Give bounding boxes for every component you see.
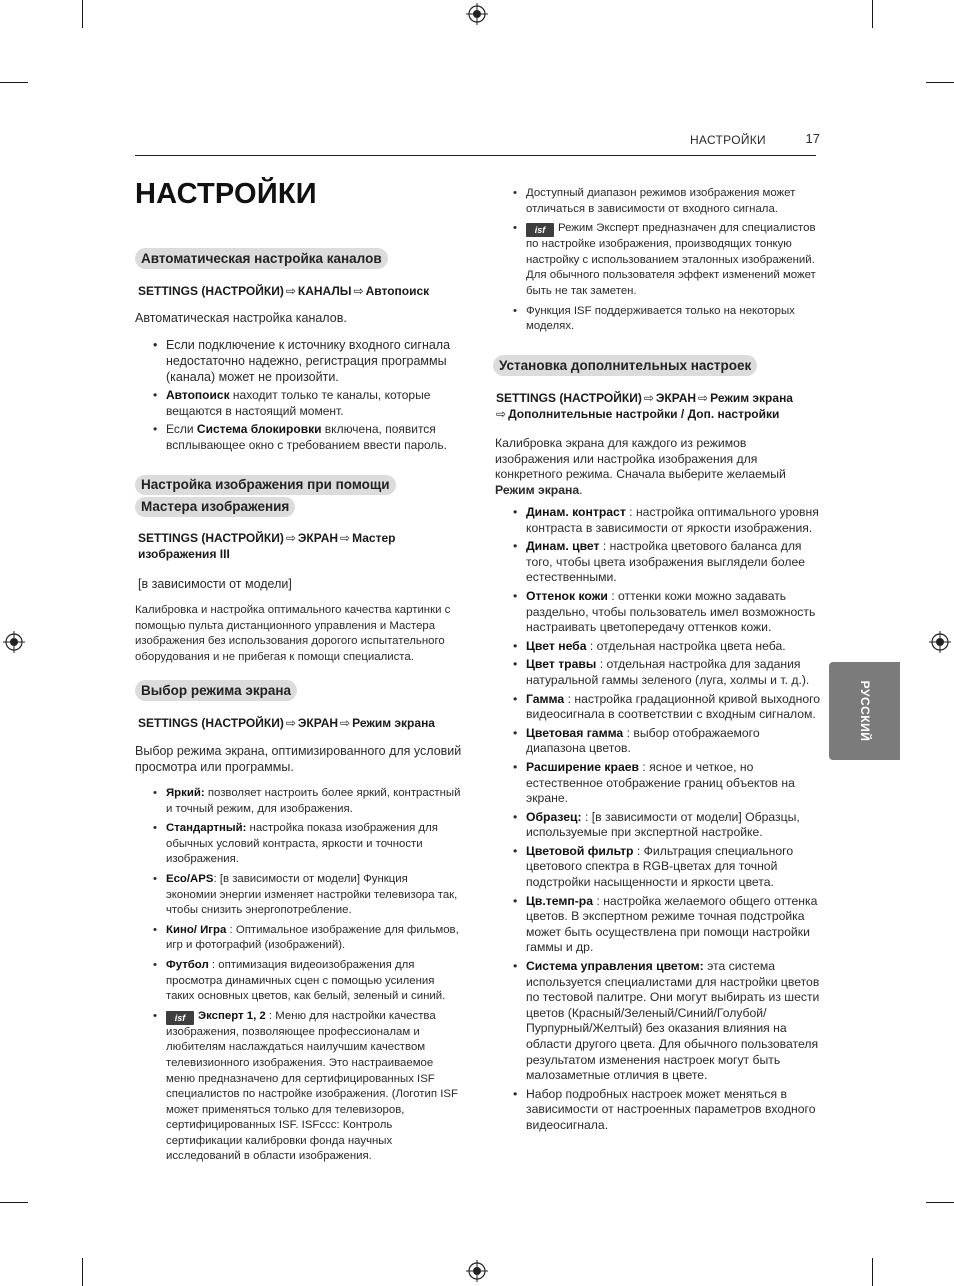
registration-mark-icon bbox=[929, 631, 951, 653]
list-item: • isf Эксперт 1, 2 : Меню для настройки качества изображения, позволяющее профессионалам и любителям наслаждаться наилучшим качеством телевизионного изображения. Это настраиваемое меню предназначено для сертифицированных ISF специалистов по настройке изображения. (Логотип ISF может применяться только для телевизоров, сертифицированных ISF. ISFccc: Контроль сертификации калибровки фонда научных исследований в области изображения. bbox=[151, 1009, 461, 1165]
section-title-picture-mode: Выбор режима экрана bbox=[135, 680, 297, 701]
section-title-picture-wizard bbox=[135, 475, 396, 519]
arrow-icon: ⇨ bbox=[643, 391, 654, 405]
bullet-list bbox=[151, 337, 451, 454]
list-item: • Цветовая гамма : выбор отображаемого диапазона цветов. bbox=[511, 726, 821, 757]
crop-mark bbox=[0, 82, 28, 83]
list-item: • Eco/APS: [в зависимости от модели] Функция экономии энергии изменяет настройки телевизора так, чтобы снизить энергопотребление. bbox=[151, 872, 461, 919]
registration-mark-icon bbox=[466, 1260, 488, 1282]
arrow-icon: ⇨ bbox=[496, 407, 507, 421]
running-head: НАСТРОЙКИ bbox=[689, 133, 766, 147]
list-item: • Набор подробных настроек может меняться в зависимости от настроенных параметров входного видеосигнала. bbox=[511, 1087, 821, 1134]
list-item: • Функция ISF поддерживается только на некоторых моделях. bbox=[511, 304, 816, 335]
list-item: • isf Режим Эксперт предназначен для специалистов по настройке изображения, производящих тонкую настройку с использованием эталонных изображений. Для обычного пользователя эффект изменений может быть не так заметен. bbox=[511, 221, 816, 299]
list-item: • Расширение краев : ясное и четкое, но естественное отображение границ объектов на экране. bbox=[511, 760, 821, 807]
arrow-icon: ⇨ bbox=[285, 716, 296, 730]
registration-mark-icon bbox=[466, 3, 488, 25]
language-label: РУССКИЙ bbox=[857, 680, 872, 742]
isf-logo-icon: isf bbox=[526, 223, 554, 237]
registration-mark-icon bbox=[3, 631, 25, 653]
bullet-list bbox=[151, 786, 461, 1169]
list-item: • Кино/ Игра : Оптимальное изображение для фильмов, игр и фотографий (изображений). bbox=[151, 923, 461, 954]
arrow-icon: ⇨ bbox=[353, 284, 364, 298]
list-item: • Доступный диапазон режимов изображения может отличаться в зависимости от входного сигнала. bbox=[511, 186, 816, 217]
section-body: Калибровка и настройка оптимального качества картинки с помощью пульта дистанционного управления и Мастера изображения без использования дорогого испытательного оборудования и не прибегая к помощи специалиста. bbox=[135, 604, 451, 663]
bullet-list bbox=[511, 186, 816, 339]
list-item: • Цвет травы : отдельная настройка для задания натуральной гаммы зеленого (луга, холмы и т. д.). bbox=[511, 657, 821, 688]
section-title-auto-tuning: Автоматическая настройка каналов bbox=[135, 248, 388, 269]
arrow-icon: ⇨ bbox=[285, 284, 296, 298]
list-item: • Динам. контраст : настройка оптимального уровня контраста в зависимости от яркости изображения. bbox=[511, 505, 821, 536]
list-item: • Стандартный: настройка показа изображения для обычных условий контраста, яркости и точности изображения. bbox=[151, 821, 461, 868]
path-item: SETTINGS (НАСТРОЙКИ) bbox=[138, 284, 284, 298]
crop-mark bbox=[872, 0, 873, 28]
crop-mark bbox=[926, 1202, 954, 1203]
menu-path: SETTINGS (НАСТРОЙКИ) ⇨ ЭКРАН ⇨ Мастер изображения III bbox=[138, 531, 396, 561]
arrow-icon: ⇨ bbox=[340, 716, 351, 730]
crop-mark bbox=[872, 1258, 873, 1286]
list-item: • Если подключение к источнику входного сигнала недостаточно надежно, регистрация программы (канала) может не произойти. bbox=[151, 337, 451, 385]
list-item: • Цв.темп-ра : настройка желаемого общего оттенка цветов. В экспертном режиме точная подстройка может быть осуществлена при помощи настройки гаммы и др. bbox=[511, 894, 821, 956]
model-note: [в зависимости от модели] bbox=[138, 577, 292, 591]
section-intro: Автоматическая настройка каналов. bbox=[135, 311, 347, 325]
section-title-line: Мастера изображения bbox=[135, 497, 295, 517]
list-item: • Если Система блокировки включена, появится всплывающее окно с требованием ввести пароль. bbox=[151, 422, 451, 453]
page-number: 17 bbox=[805, 131, 820, 146]
arrow-icon: ⇨ bbox=[285, 531, 296, 545]
list-item: • Образец: : [в зависимости от модели] Образцы, используемые при экспертной настройке. bbox=[511, 810, 821, 841]
list-item: • Гамма : настройка градационной кривой выходного видеосигнала в соответствии с входным сигналом. bbox=[511, 692, 821, 723]
section-title-line: Настройка изображения при помощи bbox=[135, 475, 396, 495]
crop-mark bbox=[0, 1202, 28, 1203]
list-item: • Система управления цветом: эта система используется специалистами для настройки цветов по тестовой палитре. Они могут выбирать из шести цветов (Красный/Зеленый/Синий/Голубой/ Пурпурный/Желтый) без оказания влияния на области другого цвета. Для обычного пользователя результатом изменения настроек могут быть малозаметные отличия в цвете. bbox=[511, 959, 821, 1084]
list-item: • Динам. цвет : настройка цветового баланса для того, чтобы цвета изображения выглядели более естественными. bbox=[511, 539, 821, 586]
list-item: • Цвет неба : отдельная настройка цвета неба. bbox=[511, 639, 821, 655]
menu-path bbox=[138, 283, 429, 299]
arrow-icon: ⇨ bbox=[340, 531, 351, 545]
menu-path: SETTINGS (НАСТРОЙКИ) ⇨ ЭКРАН ⇨ Режим экрана ⇨ Дополнительные настройки / Доп. настройки bbox=[496, 391, 793, 421]
crop-mark bbox=[926, 82, 954, 83]
page-title: НАСТРОЙКИ bbox=[135, 178, 317, 210]
arrow-icon: ⇨ bbox=[698, 391, 709, 405]
list-item: • Цветовой фильтр : Фильтрация специального цветового спектра в RGB-цветах для точной подстройки насыщенности и яркости цвета. bbox=[511, 844, 821, 891]
crop-mark bbox=[82, 0, 83, 28]
path-item: КАНАЛЫ bbox=[297, 284, 352, 298]
section-title-advanced-settings: Установка дополнительных настроек bbox=[493, 355, 757, 376]
list-item: • Автопоиск находит только те каналы, которые вещаются в настоящий момент. bbox=[151, 388, 451, 419]
list-item: • Яркий: позволяет настроить более яркий, контрастный и точный режим, для изображения. bbox=[151, 786, 461, 817]
list-item: • Оттенок кожи : оттенки кожи можно задавать раздельно, чтобы пользователь имел возможность настраивать цветопередачу оттенков кожи. bbox=[511, 589, 821, 636]
path-item: Автопоиск bbox=[365, 284, 430, 298]
isf-logo-icon: isf bbox=[166, 1011, 194, 1025]
section-intro: Выбор режима экрана, оптимизированного для условий просмотра или программы. bbox=[135, 744, 462, 774]
list-item: • Футбол : оптимизация видеоизображения для просмотра динамичных сцен с помощью усиления таких основных цветов, как белый, зеленый и синий. bbox=[151, 958, 461, 1005]
section-intro: Калибровка экрана для каждого из режимов изображения или настройка изображения для конкретного режима. Сначала выберите желаемый Режим экрана. bbox=[495, 436, 786, 497]
bullet-list bbox=[511, 505, 821, 1137]
language-tab bbox=[829, 662, 900, 760]
menu-path: SETTINGS (НАСТРОЙКИ) ⇨ ЭКРАН ⇨ Режим экрана bbox=[138, 716, 435, 730]
crop-mark bbox=[82, 1258, 83, 1286]
header-rule bbox=[135, 155, 816, 156]
